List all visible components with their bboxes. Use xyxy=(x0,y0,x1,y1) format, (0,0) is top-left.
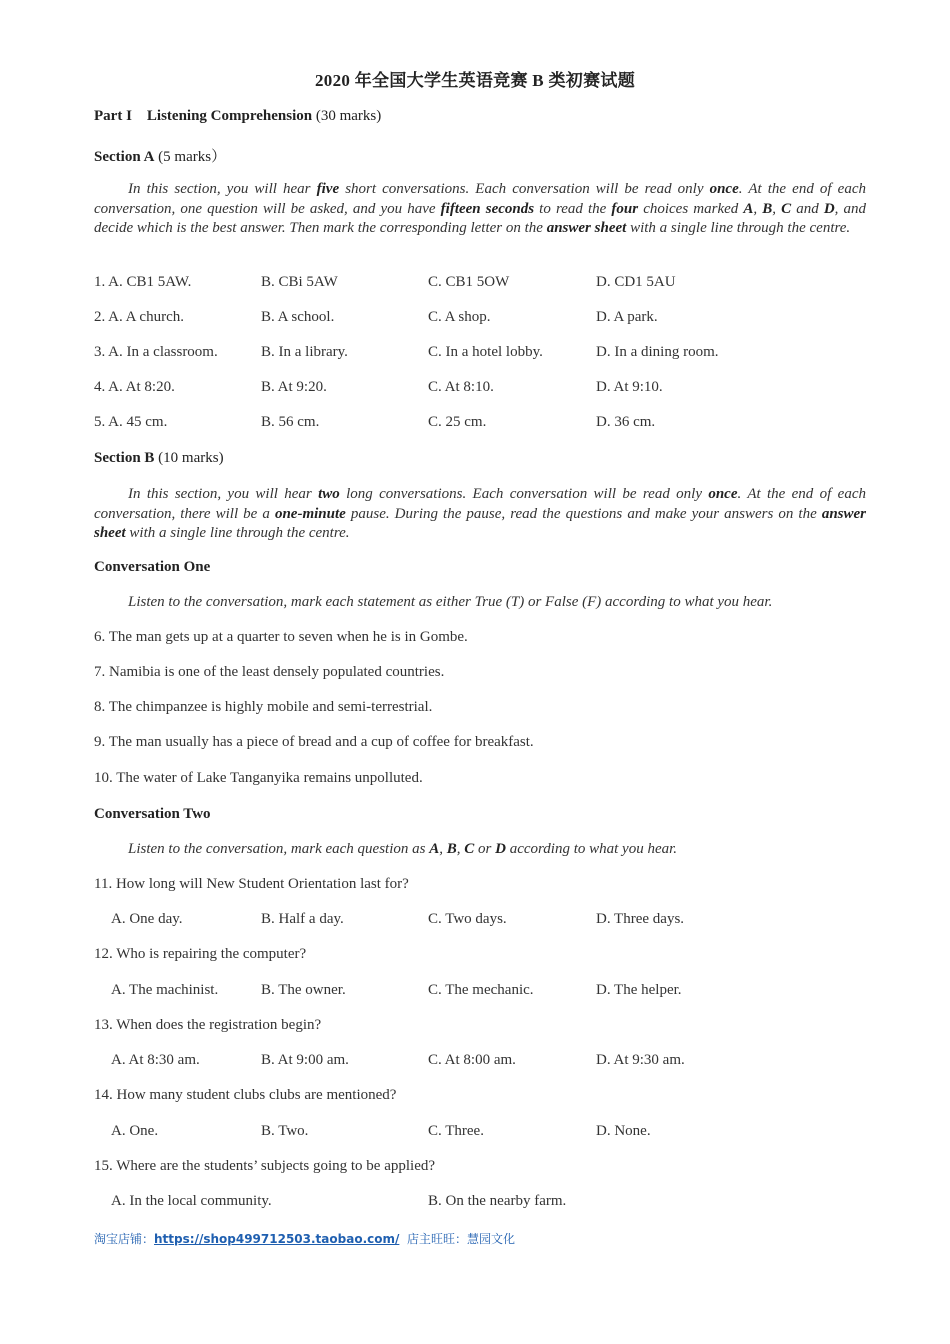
option-row: A. In the local community. B. On the nearby farm. xyxy=(111,1193,567,1209)
part-label: Part I xyxy=(94,108,132,124)
part-marks: (30 marks) xyxy=(315,108,382,124)
conversation-one-heading: Conversation One xyxy=(94,559,211,575)
part-name: Listening Comprehension xyxy=(146,108,313,124)
shop-link[interactable]: https://shop499712503.taobao.com/ xyxy=(154,1232,400,1246)
question-text: 15. Where are the students’ subjects going to be applied? xyxy=(94,1158,436,1174)
option-row: A. The machinist. B. The owner. C. The mechanic. D. The helper. xyxy=(111,982,682,998)
question-row: 2. A. A church. B. A school. C. A shop. D. A park. xyxy=(94,309,658,325)
statement-item: 10. The water of Lake Tanganyika remains unpolluted. xyxy=(94,770,423,786)
statement-item: 7. Namibia is one of the least densely populated countries. xyxy=(94,664,445,680)
footer xyxy=(94,1230,515,1247)
section-b-heading xyxy=(94,450,224,467)
section-b-marks: (10 marks) xyxy=(158,450,224,466)
question-text: 11. How long will New Student Orientation last for? xyxy=(94,876,409,892)
page-title: 2020 年全国大学生英语竞赛 B 类初赛试题 xyxy=(315,71,635,90)
section-a-label: Section A xyxy=(94,149,155,165)
section-b-instructions: In this section, you will hear two long conversations. Each conversation will be read only once. At the end of each conversation, there will be a one-minute pause. During the pause, read the questions and make your answers on the answer sheet with a single line through the centre. xyxy=(94,486,866,541)
question-text: 14. How many student clubs clubs are mentioned? xyxy=(94,1087,397,1103)
question-row: 4. A. At 8:20. B. At 9:20. C. At 8:10. D. At 9:10. xyxy=(94,379,663,395)
footer-owner: 店主旺旺：慧园文化 xyxy=(407,1232,516,1246)
question-text: 12. Who is repairing the computer? xyxy=(94,946,307,962)
statement-item: 9. The man usually has a piece of bread and a cup of coffee for breakfast. xyxy=(94,734,534,750)
question-row: 5. A. 45 cm. B. 56 cm. C. 25 cm. D. 36 cm. xyxy=(94,414,656,430)
question-row: 3. A. In a classroom. B. In a library. C. In a hotel lobby. D. In a dining room. xyxy=(94,344,719,360)
question-row: 1. A. CB1 5AW. B. CBi 5AW C. CB1 5OW D. CD1 5AU xyxy=(94,274,676,290)
conversation-two-heading: Conversation Two xyxy=(94,806,211,822)
section-a-instructions: In this section, you will hear five short conversations. Each conversation will be read only once. At the end of each conversation, one question will be asked, and you have fifteen seconds to read the four choices marked A, B, C and D, and decide which is the best answer. Then mark the corresponding letter on the answer sheet with a single line through the centre. xyxy=(94,181,867,236)
section-a-marks: (5 marks） xyxy=(158,149,227,165)
section-b-label: Section B xyxy=(94,450,155,466)
statement-item: 6. The man gets up at a quarter to seven when he is in Gombe. xyxy=(94,629,468,645)
question-text: 13. When does the registration begin? xyxy=(94,1017,322,1033)
option-row: A. At 8:30 am. B. At 9:00 am. C. At 8:00 am. D. At 9:30 am. xyxy=(111,1052,685,1068)
part-heading xyxy=(94,108,381,125)
option-row: A. One day. B. Half a day. C. Two days. D. Three days. xyxy=(111,911,685,927)
conversation-two-instructions: Listen to the conversation, mark each question as A, B, C or D according to what you hear. xyxy=(128,841,678,857)
footer-shop-label: 淘宝店铺： xyxy=(94,1232,155,1246)
option-row: A. One. B. Two. C. Three. D. None. xyxy=(111,1123,651,1139)
section-a-heading xyxy=(94,145,226,166)
statement-item: 8. The chimpanzee is highly mobile and semi-terrestrial. xyxy=(94,699,433,715)
conversation-one-instructions: Listen to the conversation, mark each statement as either True (T) or False (F) according to what you hear. xyxy=(128,594,773,610)
